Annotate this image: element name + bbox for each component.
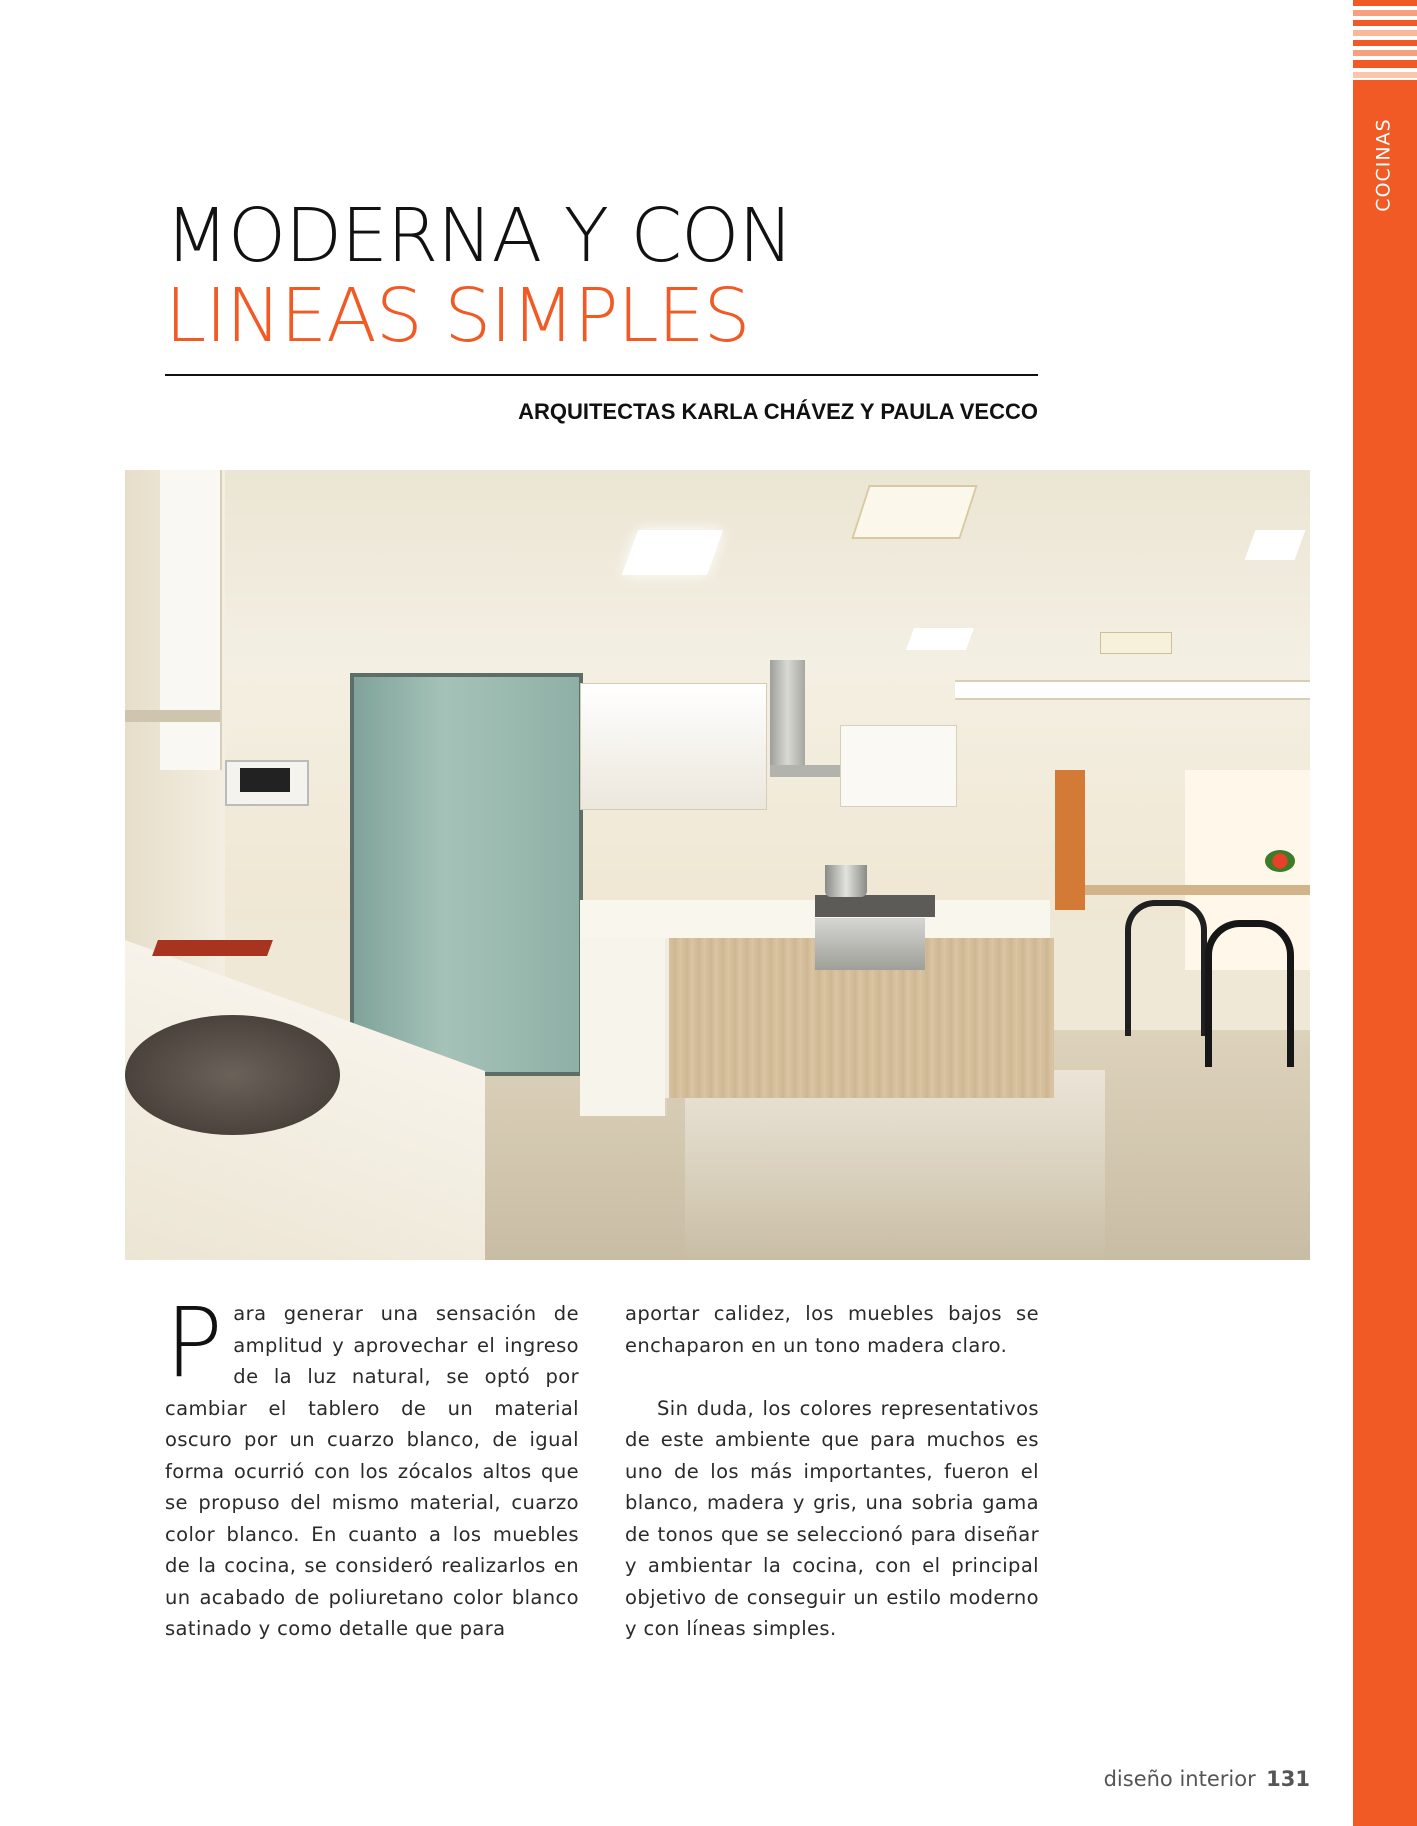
drop-cap: P (165, 1287, 224, 1399)
upper-cabinet-right (840, 725, 957, 807)
counter-end-panel (580, 938, 667, 1116)
title-line-1: MODERNA Y CON (165, 193, 793, 279)
ceiling-light (906, 628, 974, 650)
shelf-left (125, 710, 220, 722)
frosted-glass-door (350, 673, 583, 1076)
title-divider (165, 374, 1038, 376)
section-label (1354, 110, 1414, 220)
page-footer (900, 1767, 1310, 1791)
cooking-pot (825, 865, 867, 897)
dining-chair (1205, 920, 1294, 1067)
article-paragraph: Sin duda, los colores representativos de este ambiente que para muchos es uno de los más importantes, fueron el blanco, madera y gris, una sobria gama de tonos que se seleccionó para diseñar y ambientar la cocina, con el principal objetivo de conseguir un estilo moderno y con líneas simples. (625, 1396, 1039, 1640)
ceiling-light (622, 530, 723, 575)
section-label-text: COCINAS (1373, 118, 1395, 212)
paragraph-text: ara generar una sensación de amplitud y aprovechar el ingreso de la luz natural, se optó por cambiar el tablero de un material oscuro por un cuarzo blanco, de igual forma ocurrió con los zócalos altos que se propuso del mismo material, cuarzo color blanco. En cuanto a los muebles de la cocina, se consideró realizarlos en un acabado de poliuretano color blanco satinado y como detalle que para (165, 1302, 579, 1640)
orange-door-frame (1055, 770, 1085, 910)
ceiling-light (1100, 632, 1172, 654)
clerestory-window (955, 680, 1310, 700)
article-title (165, 193, 1065, 359)
sink (125, 1015, 340, 1135)
article-column-1 (165, 1287, 579, 1645)
article-paragraph (165, 1287, 579, 1645)
byline: ARQUITECTAS KARLA CHÁVEZ Y PAULA VECCO (518, 399, 1038, 424)
kitchen-photo (125, 470, 1310, 1260)
title-line-2: LINEAS SIMPLES (165, 273, 750, 359)
upper-cabinet-left (160, 470, 222, 770)
upper-cabinet-center (580, 683, 767, 810)
side-band (1353, 0, 1417, 1826)
cooktop (815, 895, 935, 917)
page-number: 131 (1266, 1767, 1310, 1791)
range-hood (770, 660, 805, 770)
band-stripes (1353, 0, 1417, 92)
photo-floor-reflection (685, 1070, 1105, 1260)
oven (815, 918, 925, 970)
dining-table (1085, 885, 1310, 895)
article-paragraph: aportar calidez, los muebles bajos se enchaparon en un tono madera claro. (625, 1302, 1039, 1357)
red-tray (152, 940, 273, 956)
article-column-2 (625, 1298, 1039, 1645)
flower-vase (1265, 850, 1295, 872)
dining-chair (1125, 900, 1207, 1036)
ceiling-light (851, 485, 978, 539)
publication-name: diseño interior (1103, 1767, 1256, 1791)
intercom-screen (240, 768, 290, 792)
photo-ceiling (125, 470, 1310, 700)
